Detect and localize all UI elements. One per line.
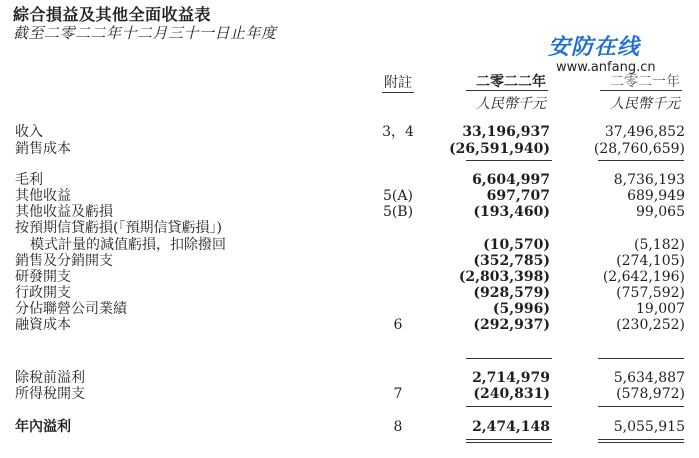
row-value-prior: 5,634,887 xyxy=(613,370,685,386)
row-value-current: 2,474,148 xyxy=(472,419,550,435)
table-row xyxy=(0,370,699,386)
statement-title: 綜合損益及其他全面收益表 xyxy=(13,5,212,24)
watermark-logo xyxy=(548,30,640,61)
column-header-current-year: 二零二二年 xyxy=(476,74,546,90)
row-label: 研發開支 xyxy=(15,269,71,285)
statement-period: 截至二零二二年十二月三十一日止年度 xyxy=(13,24,277,42)
row-value-prior: 8,736,193 xyxy=(613,172,685,188)
row-value-current: 697,707 xyxy=(486,188,550,204)
row-value-current: 2,714,979 xyxy=(472,370,550,386)
subtotal-rule-prior xyxy=(598,406,684,407)
row-label: 其他收益 xyxy=(15,188,71,204)
table-row xyxy=(0,204,699,220)
row-label: 融資成本 xyxy=(15,317,71,333)
row-value-prior: (2,642,196) xyxy=(602,269,685,285)
row-label: 模式計量的減值虧損，扣除撥回 xyxy=(30,237,226,253)
row-value-current: (2,803,398) xyxy=(458,269,550,285)
subtotal-rule-current xyxy=(466,358,552,359)
total-rule-current xyxy=(466,439,552,440)
row-value-current: (10,570) xyxy=(483,237,550,253)
row-value-current: (26,591,940) xyxy=(449,141,550,157)
row-label: 分佔聯營公司業績 xyxy=(15,301,127,317)
column-unit-current: 人民幣千元 xyxy=(476,96,546,112)
row-note: 3，4 xyxy=(382,124,414,140)
table-row xyxy=(0,269,699,285)
subtotal-rule-current xyxy=(466,406,552,407)
row-value-prior: 689,949 xyxy=(627,188,685,204)
row-value-prior: 19,007 xyxy=(636,301,685,317)
row-value-prior: 5,055,915 xyxy=(613,419,685,435)
total-rule-prior xyxy=(598,439,684,440)
row-value-prior: (757,592) xyxy=(616,285,685,301)
column-header-note: 附註 xyxy=(384,75,412,91)
row-label: 收入 xyxy=(15,124,43,140)
row-label: 按預期信貸虧損(「預期信貸虧損」) xyxy=(15,220,222,236)
row-value-prior: (578,972) xyxy=(616,386,685,402)
table-row xyxy=(0,141,699,157)
row-value-current: (240,831) xyxy=(473,386,550,402)
row-value-current: (292,937) xyxy=(473,317,550,333)
row-value-prior: 99,065 xyxy=(636,204,685,220)
row-value-prior: (28,760,659) xyxy=(593,141,685,157)
table-row xyxy=(0,188,699,204)
table-row xyxy=(0,237,699,253)
row-label: 除稅前溢利 xyxy=(15,370,85,386)
table-row xyxy=(0,220,699,236)
table-row xyxy=(0,317,699,333)
subtotal-rule-current xyxy=(466,160,552,161)
table-row xyxy=(0,124,699,140)
row-label: 毛利 xyxy=(15,172,43,188)
row-note: 5(B) xyxy=(382,204,414,220)
row-label: 銷售及分銷開支 xyxy=(15,253,113,269)
row-value-current: (928,579) xyxy=(473,285,550,301)
total-rule-prior-double xyxy=(598,442,684,443)
row-value-prior: (5,182) xyxy=(633,237,685,253)
row-value-prior: (274,105) xyxy=(616,253,685,269)
subtotal-rule-prior xyxy=(598,358,684,359)
subtotal-rule-prior xyxy=(598,160,684,161)
table-row xyxy=(0,253,699,269)
row-value-prior: (230,252) xyxy=(616,317,685,333)
row-value-current: (5,996) xyxy=(492,301,550,317)
table-row xyxy=(0,301,699,317)
row-value-current: (352,785) xyxy=(473,253,550,269)
row-note: 6 xyxy=(393,317,403,333)
row-note: 8 xyxy=(393,419,403,435)
prior-year-header-rule xyxy=(600,90,682,91)
row-value-prior: 37,496,852 xyxy=(604,124,685,140)
watermark-logo-text: 安防在线 xyxy=(548,35,641,60)
row-label: 銷售成本 xyxy=(15,141,71,157)
column-unit-prior: 人民幣千元 xyxy=(610,96,680,112)
row-value-current: 6,604,997 xyxy=(472,172,550,188)
row-label: 其他收益及虧損 xyxy=(15,204,113,220)
table-row xyxy=(0,386,699,402)
row-label: 行政開支 xyxy=(15,285,71,301)
watermark-url: www.anfang.cn xyxy=(556,60,656,75)
table-row xyxy=(0,285,699,301)
current-year-header-rule xyxy=(466,90,548,91)
row-value-current: (193,460) xyxy=(473,204,550,220)
note-header-rule xyxy=(382,92,414,93)
table-row xyxy=(0,419,699,435)
table-row xyxy=(0,172,699,188)
row-value-current: 33,196,937 xyxy=(462,124,550,140)
row-label: 所得稅開支 xyxy=(15,386,85,402)
total-rule-current-double xyxy=(466,442,552,443)
row-note: 7 xyxy=(393,386,403,402)
row-label: 年內溢利 xyxy=(15,419,71,435)
row-note: 5(A) xyxy=(383,188,413,204)
column-header-prior-year: 二零二一年 xyxy=(610,74,680,90)
